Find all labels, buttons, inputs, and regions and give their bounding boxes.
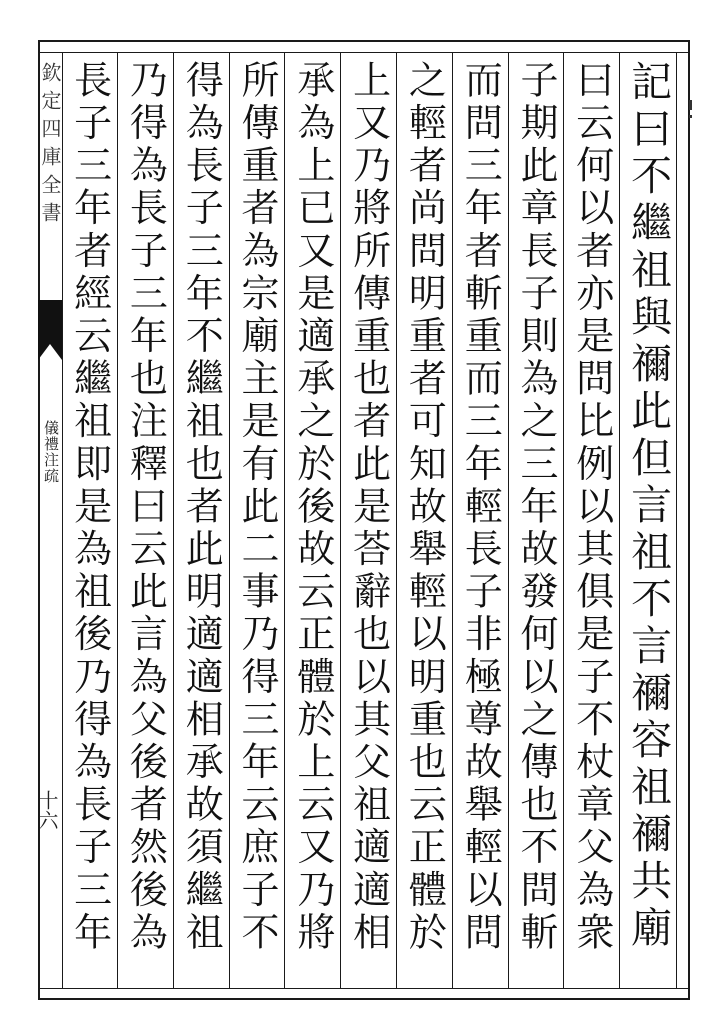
text-column (509, 52, 565, 988)
text-column (453, 52, 509, 988)
column-text: 之輕者尚問明重者可知故舉輕以明重也云正體於 (402, 60, 447, 955)
series-title: 欽定四庫全書 (38, 62, 62, 230)
column-text: 乃得為長子三年也注釋曰云此言為父後者然後為 (123, 60, 168, 955)
text-column (564, 52, 620, 988)
text-column (397, 52, 453, 988)
frame-dot-mark (689, 115, 692, 118)
text-column (118, 52, 174, 988)
column-text: 長子三年者經云繼祖即是為祖後乃得為長子三年 (67, 60, 112, 955)
column-text: 記曰不繼祖與禰此但言祖不言禰容祖禰共廟 (624, 60, 673, 953)
text-column (285, 52, 341, 988)
column-text: 而問三年者斬重而三年輕長子非極尊故舉輕以問 (458, 60, 503, 955)
column-text: 上又乃將所傳重也者此是荅辭也以其父祖適適相 (346, 60, 391, 955)
text-column (620, 52, 676, 988)
text-column (230, 52, 286, 988)
frame-right-rule (676, 52, 677, 988)
fishtail-mark (38, 300, 62, 360)
page-number: 十六 (35, 790, 59, 830)
text-column (341, 52, 397, 988)
column-text: 曰云何以者亦是問比例以其俱是子不杖章父為衆 (569, 60, 614, 955)
text-columns (62, 52, 676, 988)
column-text: 子期此章長子則為之三年故發何以之傳也不問斬 (514, 60, 558, 955)
column-text: 承為上已又是適承之於後故云正體於上云又乃將 (290, 60, 335, 955)
volume-title: 儀禮注疏 (42, 420, 60, 484)
column-text: 得為長子三年不繼祖也者此明適適相承故須繼祖 (179, 60, 224, 955)
frame-notch-mark (689, 100, 692, 110)
text-column (62, 52, 118, 988)
text-column (174, 52, 230, 988)
column-text: 所傳重者為宗廟主是有此二事乃得三年云庶子不 (235, 60, 280, 955)
frame-bottom-rule (38, 988, 690, 989)
